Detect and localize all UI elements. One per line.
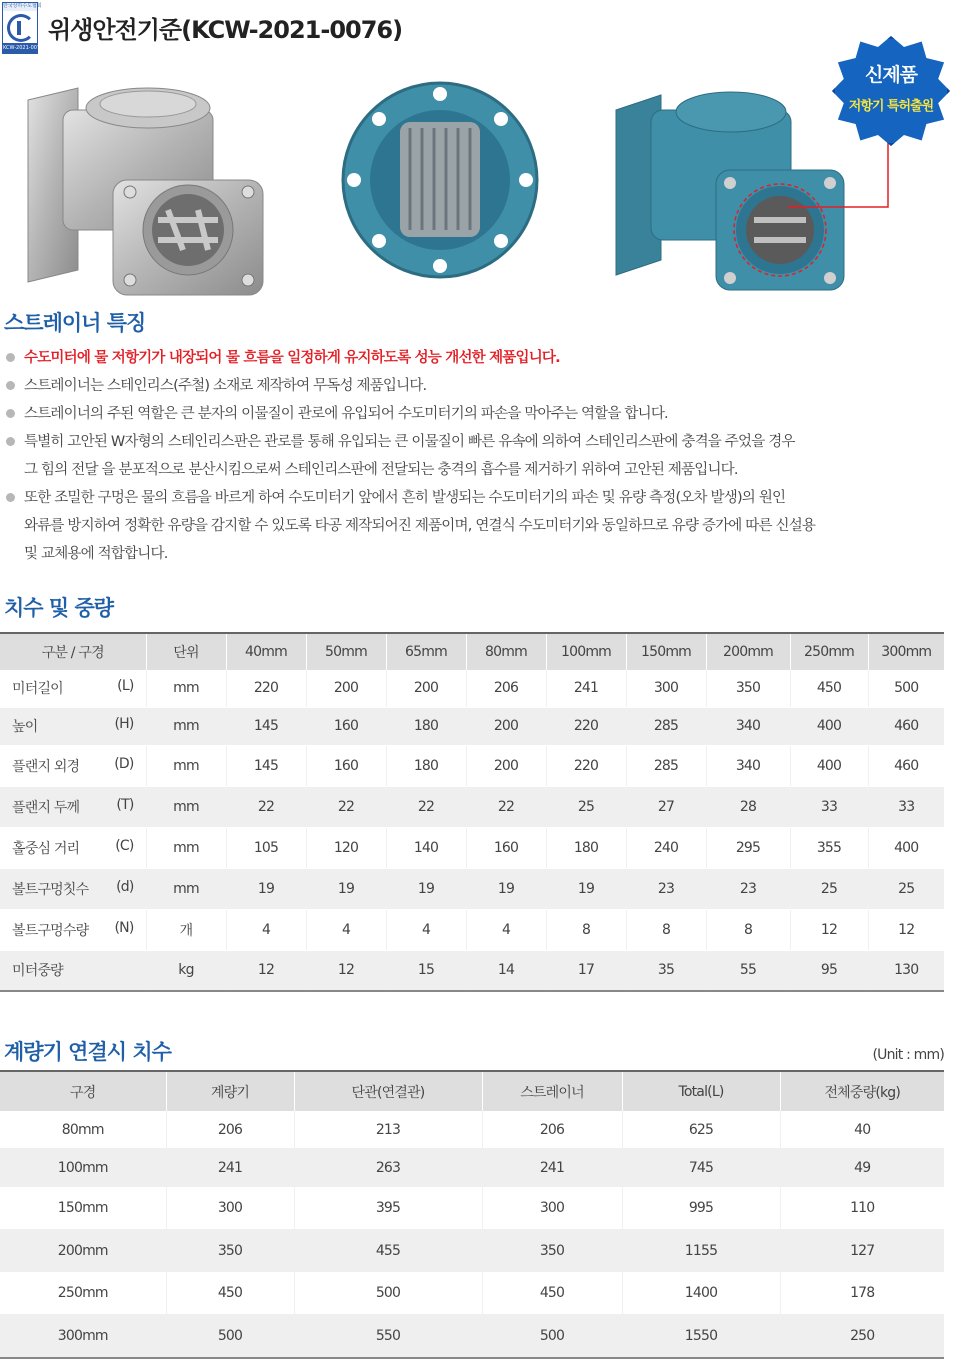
table-cell: 1400 [622,1272,780,1314]
value-cell: 35 [626,950,706,991]
table-row [0,786,944,827]
value-cell: 460 [868,745,944,786]
row-symbol: (d) [116,878,134,895]
conn-header-cell: 스트레이너 [482,1071,622,1111]
row-label-cell [0,707,146,745]
spec-header-cell: 구분 / 구경 [0,633,146,670]
value-cell: 500 [868,670,944,707]
value-cell: 27 [626,786,706,827]
row-label [12,838,146,858]
table-cell: 745 [622,1148,780,1187]
value-cell: 295 [706,827,790,868]
row-name: 미터중량 [12,963,63,980]
value-cell: 400 [790,745,868,786]
value-cell: 19 [226,868,306,909]
table-cell: 455 [294,1229,482,1272]
value-cell: 355 [790,827,868,868]
row-label-cell [0,745,146,786]
table-cell: 40 [780,1111,944,1148]
value-cell: 8 [626,909,706,950]
row-symbol: (C) [115,837,134,854]
table-row [0,1229,944,1272]
table-row [0,1111,944,1148]
table-cell: 395 [294,1187,482,1229]
table-cell: 625 [622,1111,780,1148]
unit-cell: kg [146,950,226,991]
table-cell: 150mm [0,1187,166,1229]
row-label-cell [0,909,146,950]
value-cell: 120 [306,827,386,868]
value-cell: 55 [706,950,790,991]
value-cell: 25 [546,786,626,827]
value-cell: 240 [626,827,706,868]
row-name: 플랜지 두께 [12,799,80,816]
value-cell: 206 [466,670,546,707]
table-row [0,950,944,991]
value-cell: 400 [790,707,868,745]
value-cell: 105 [226,827,306,868]
spec-header-cell: 100mm [546,633,626,670]
row-label [12,879,146,899]
value-cell: 33 [868,786,944,827]
table-cell: 550 [294,1314,482,1358]
table-row [0,909,944,950]
new-product-badge-text [832,36,950,146]
spec-header-cell: 150mm [626,633,706,670]
value-cell: 285 [626,707,706,745]
conn-header-cell: 단관(연결관) [294,1071,482,1111]
value-cell: 340 [706,707,790,745]
value-cell: 160 [306,707,386,745]
row-label [12,716,146,736]
value-cell: 25 [868,868,944,909]
value-cell: 12 [306,950,386,991]
table-row [0,670,944,707]
value-cell: 19 [546,868,626,909]
table-cell: 250 [780,1314,944,1358]
value-cell: 130 [868,950,944,991]
badge-sub-text: 저항기 특허출원 [848,99,934,114]
value-cell: 22 [226,786,306,827]
row-label [12,797,146,817]
table-row [0,745,944,786]
table-cell: 80mm [0,1111,166,1148]
unit-cell: mm [146,707,226,745]
value-cell: 450 [790,670,868,707]
table-cell: 250mm [0,1272,166,1314]
value-cell: 160 [306,745,386,786]
table-cell: 995 [622,1187,780,1229]
spec-header-cell: 80mm [466,633,546,670]
table-row [0,1272,944,1314]
unit-cell: mm [146,868,226,909]
feature-item: 스트레이너는 스테인리스(주철) 소재로 제작하여 무독성 제품입니다. [4,372,954,400]
value-cell: 200 [466,707,546,745]
value-cell: 200 [306,670,386,707]
table-cell: 300mm [0,1314,166,1358]
spec-table-body [0,670,944,991]
table-cell: 241 [482,1148,622,1187]
table-cell: 1550 [622,1314,780,1358]
value-cell: 22 [466,786,546,827]
connection-table [0,1070,944,1359]
table-cell: 263 [294,1148,482,1187]
value-cell: 145 [226,745,306,786]
row-label-cell [0,786,146,827]
table-cell: 178 [780,1272,944,1314]
value-cell: 22 [306,786,386,827]
value-cell: 23 [706,868,790,909]
feature-item: 수도미터에 물 저항기가 내장되어 물 흐름을 일정하게 유지하도록 성능 개선한 제품입니다. [4,344,954,372]
conn-header-row [0,1071,944,1111]
conn-header-cell: 전체중량(kg) [780,1071,944,1111]
feature-item: 또한 조밀한 구멍은 물의 흐름을 바르게 하여 수도미터기 앞에서 흔히 발생되는 수도미터기의 파손 및 유량 측정(오차 발생)의 원인 와류를 방지하여 정확한 유량을 감지할 수 있도록 타공 제작되어진 제품이며, 연결식 수도미터기와 동일하므로 유량 증가에 따른 신설용 및 교체용에 적합합니다. [4,484,954,568]
table-row [0,1314,944,1358]
feature-item: 스트레이너의 주된 역할은 큰 분자의 이물질이 관로에 유입되어 수도미터기의 파손을 막아주는 역할을 합니다. [4,400,954,428]
badge-main-text: 신제품 [864,64,918,86]
row-symbol: (T) [116,796,134,813]
table-cell: 1155 [622,1229,780,1272]
row-label-cell [0,827,146,868]
spec-header-row [0,633,944,670]
table-row [0,1148,944,1187]
spec-title: 치수 및 중량 [4,596,114,620]
table-cell: 350 [166,1229,294,1272]
kc-mark-icon [7,14,35,42]
value-cell: 340 [706,745,790,786]
callout-line [778,140,898,220]
value-cell: 180 [386,707,466,745]
conn-title: 계량기 연결시 치수 [4,1040,171,1064]
value-cell: 14 [466,950,546,991]
value-cell: 200 [386,670,466,707]
row-name: 미터길이 [12,681,63,698]
value-cell: 17 [546,950,626,991]
table-row [0,868,944,909]
table-cell: 500 [294,1272,482,1314]
row-label [12,920,146,940]
conn-header-cell: 계량기 [166,1071,294,1111]
unit-cell: mm [146,827,226,868]
value-cell: 19 [306,868,386,909]
feature-item: 특별히 고안된 W자형의 스테인리스판은 관로를 통해 유입되는 큰 이물질이 빠른 유속에 의하여 스테인리스판에 충격을 주었을 경우 그 힘의 전달 을 분포적으로 분산시킴으로써 스테인리스판에 전달되는 충격의 흡수를 제거하기 위하여 고안된 제품입니다. [4,428,954,484]
value-cell: 241 [546,670,626,707]
value-cell: 22 [386,786,466,827]
value-cell: 285 [626,745,706,786]
value-cell: 180 [386,745,466,786]
row-symbol: (D) [114,755,134,772]
row-label-cell [0,868,146,909]
table-cell: 127 [780,1229,944,1272]
row-label [12,960,146,980]
features-list [4,344,954,568]
value-cell: 220 [546,745,626,786]
spec-header-cell: 40mm [226,633,306,670]
spec-header-cell: 250mm [790,633,868,670]
table-cell: 100mm [0,1148,166,1187]
value-cell: 33 [790,786,868,827]
value-cell: 8 [706,909,790,950]
table-cell: 350 [482,1229,622,1272]
stainless-strainer-image [8,80,270,295]
table-cell: 110 [780,1187,944,1229]
value-cell: 350 [706,670,790,707]
table-cell: 450 [166,1272,294,1314]
value-cell: 28 [706,786,790,827]
unit-note: (Unit : mm) [872,1047,944,1063]
value-cell: 180 [546,827,626,868]
features-title: 스트레이너 특징 [4,311,146,335]
value-cell: 300 [626,670,706,707]
row-symbol: (L) [117,678,134,695]
unit-cell: 개 [146,909,226,950]
table-cell: 300 [482,1187,622,1229]
value-cell: 12 [868,909,944,950]
value-cell: 160 [466,827,546,868]
table-cell: 206 [482,1111,622,1148]
value-cell: 23 [626,868,706,909]
row-name: 높이 [12,719,38,735]
value-cell: 19 [466,868,546,909]
table-cell: 213 [294,1111,482,1148]
unit-cell: mm [146,786,226,827]
value-cell: 12 [226,950,306,991]
row-name: 볼트구멍수량 [12,922,89,939]
table-cell: 500 [166,1314,294,1358]
value-cell: 200 [466,745,546,786]
conn-header-cell: 구경 [0,1071,166,1111]
value-cell: 19 [386,868,466,909]
value-cell: 25 [790,868,868,909]
logo-code-text: KCW-2021-0076 [3,45,44,51]
value-cell: 4 [226,909,306,950]
table-cell: 450 [482,1272,622,1314]
unit-cell: mm [146,670,226,707]
value-cell: 15 [386,950,466,991]
value-cell: 220 [226,670,306,707]
logo-org-text: 한국상하수도협회 [3,3,42,9]
spec-header-cell: 65mm [386,633,466,670]
row-label [12,756,146,776]
value-cell: 220 [546,707,626,745]
value-cell: 4 [306,909,386,950]
spec-header-cell: 200mm [706,633,790,670]
conn-table-body [0,1111,944,1358]
table-cell: 200mm [0,1229,166,1272]
value-cell: 140 [386,827,466,868]
table-cell: 241 [166,1148,294,1187]
page-title: 위생안전기준(KCW-2021-0076) [48,16,403,44]
spec-table [0,632,944,992]
table-row [0,707,944,745]
table-cell: 500 [482,1314,622,1358]
row-symbol: (N) [114,919,134,936]
table-row [0,827,944,868]
unit-cell: mm [146,745,226,786]
spec-header-cell: 300mm [868,633,944,670]
row-name: 플랜지 외경 [12,758,80,775]
value-cell: 400 [868,827,944,868]
table-cell: 49 [780,1148,944,1187]
value-cell: 12 [790,909,868,950]
kc-certification-logo [2,2,44,54]
row-name: 홀중심 거리 [12,840,80,857]
value-cell: 8 [546,909,626,950]
value-cell: 4 [386,909,466,950]
table-cell: 206 [166,1111,294,1148]
value-cell: 95 [790,950,868,991]
value-cell: 460 [868,707,944,745]
value-cell: 4 [466,909,546,950]
blue-strainer-front-image [338,80,543,280]
spec-header-cell: 50mm [306,633,386,670]
table-row [0,1187,944,1229]
row-name: 볼트구멍칫수 [12,881,89,898]
row-label [12,678,146,698]
row-label-cell [0,950,146,991]
conn-header-cell: Total(L) [622,1071,780,1111]
spec-header-cell: 단위 [146,633,226,670]
row-label-cell [0,670,146,707]
row-symbol: (H) [114,716,134,732]
value-cell: 145 [226,707,306,745]
table-cell: 300 [166,1187,294,1229]
